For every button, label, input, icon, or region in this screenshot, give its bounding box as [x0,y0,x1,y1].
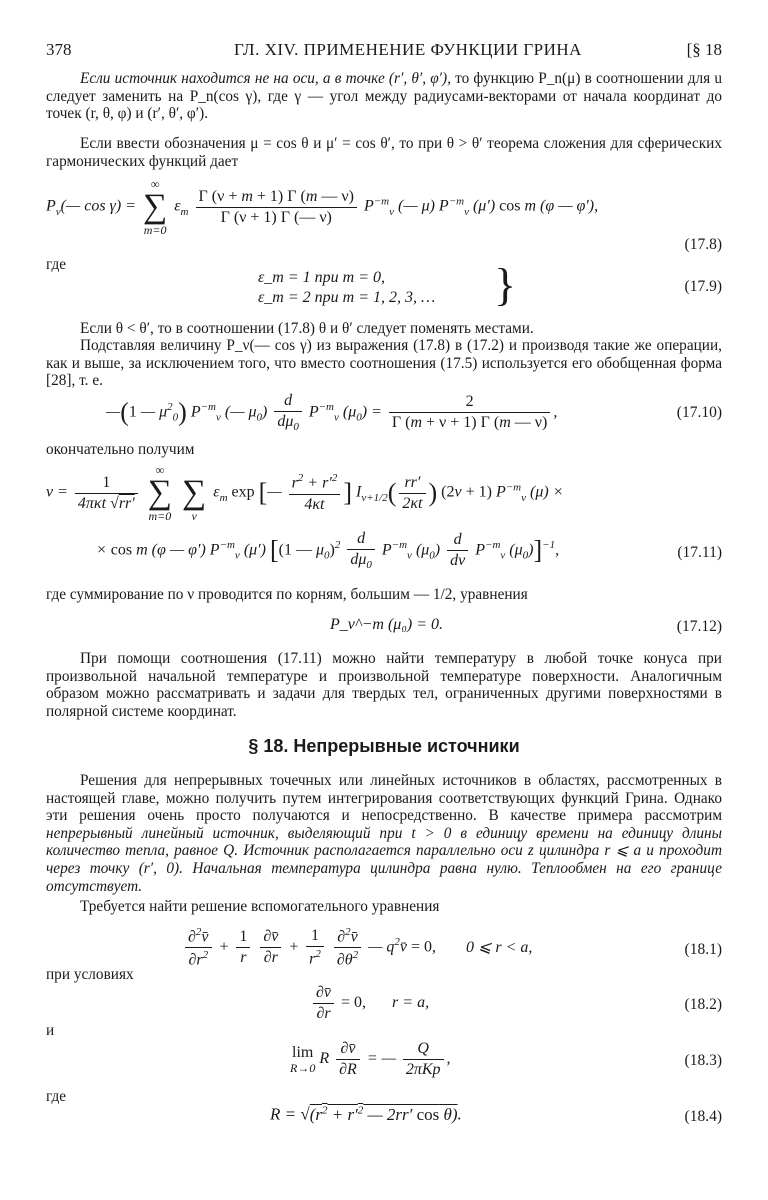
equation-condition: 0 ⩽ r < a, [466,938,533,956]
equation-number: (18.2) [684,996,722,1013]
equation-number: (18.3) [684,1052,722,1069]
paragraph-swap: Если θ < θ′, то в соотношении (17.8) θ и θ′ следует поменять местами. [80,320,534,337]
paragraph-summation: где суммирование по ν проводится по корням, большим — 1/2, уравнения [46,586,528,603]
equation-18-4: $R = √(r^2 + r'^2$ — 2rr′ cos θ). [270,1104,462,1124]
equation-17-12: P_ν^−m (μ₀) = 0. [330,616,444,633]
section-marker: [§ 18 [686,40,722,59]
paragraph-substitution: Подставляя величину P_ν(— cos γ) из выражения (17.8) в (17.2) и производя такие же операции, как и выше, за исключением того, что вместо соотношения (17.5) используется его обобщенная форма [28], т. е. [46,337,722,390]
paragraph-text: то функцию P_n(μ) в соотношении для u следует заменить на P_n(cos γ), где γ — угол между радиусами-векторами от начала координат до точек (r, θ, φ) и (r′, θ′, φ′). [46,70,722,123]
paragraph-auxiliary: Требуется найти решение вспомогательного уравнения [80,898,440,915]
word-and: и [46,1022,55,1039]
equation-number: (17.8) [684,236,722,253]
word-where: где [46,256,67,273]
equation-17-10: —(1 — $\mu^2_0$) $P^{-m}_\nu$ (— $\mu_0$) $\frac{d}{d\mu_0}$ $P^{-m}_\nu$ $(\mu_0)$ = $\frac{2}{\Gamma (m + \nu + 1) \Gamma (m — \nu)}$ , [106,392,558,434]
page-number: 378 [46,40,72,59]
equation-18-2: $\frac{\partial v̄}{\partial r}$ = 0, r = a, [310,984,429,1023]
equation-number: (17.9) [684,278,722,295]
running-title: ГЛ. XIV. ПРИМЕНЕНИЕ ФУНКЦИИ ГРИНА [234,40,582,59]
paragraph-notation: Если ввести обозначения μ = cos θ и μ′ = cos θ′, то при θ > θ′ теорема сложения для сферических гармонических функций дает [46,135,722,170]
phrase-under-conditions: при условиях [46,966,134,983]
equation-17-11-line2: × cos m (φ — φ′) $P^{-m}_\nu$ (μ′) [(1 — $\mu_0)^2$ $\frac{d}{d\mu_0}$ $P^{-m}_\nu$ $(\mu_0)$ $\frac{d}{d\nu}$ $P^{-m}_\nu$ $(\mu_0)]^{-1}$, [96,530,560,572]
equation-18-1: $\frac{\partial^2v̄}{\partial r^2}$ + $\frac{1}{r}$ $\frac{\partial v̄}{\partial r}$ + $\frac{1}{r^2}$ $\frac{\partial^2v̄}{\partial\theta^2}$ — $q^2v̄ = 0$, 0 ⩽ r < a, [182,926,532,970]
section-heading: § 18. Непрерывные источники [248,736,520,756]
running-header [46,40,722,64]
right-brace-icon: } [494,259,517,310]
equation-line: ε_m = 1 при m = 0, [258,269,386,286]
paragraph-finally: окончательно получим [46,441,195,458]
italic-phrase: Если источник находится не на оси, а в точке (r′, θ′, φ′), [80,70,451,87]
italic-phrase: непрерывный линейный источник, выделяющий при t > 0 в единицу времени на единицу длины количество тепла, равное Q. Источник располагается параллельно оси z цилиндра r ⩽ a и проходит через точку (r′, 0). Начальная температура цилиндра равна нулю. Теплообмен на его границе отсутствует. [46,824,722,895]
equation-line: ε_m = 2 при m = 1, 2, 3, … [258,289,436,306]
equation-number: (18.1) [684,941,722,958]
equation-17-11-line1: v = $\frac{1}{\text{4πκt √rr′}}$ ∞ ∑ m=0 ∑ ν $\varepsilon_m$ exp [— $\frac{r^2 + r'^2}{4\kappa t}$ ] $I_{\nu+1/2}$( $\frac{rr'}{2\kappa t}$ ) (2ν + 1) $P^{-m}_\nu$ (μ) × [46,463,564,523]
equation-17-9 [258,268,435,308]
equation-number: (18.4) [684,1108,722,1125]
book-page [46,0,722,1200]
equation-number: (17.10) [676,404,722,421]
equation-18-3: lim R→0 R $\frac{\partial v̄}{\partial R}$ = — $\frac{Q}{\text{2πKp}}$ , [290,1040,451,1078]
paragraph-text: Решения для непрерывных точечных или линейных источников в областях, рассмотренных в настоящей главе, можно получить путем интегрирования соответствующих функций Грина. Однако эти решения очень просто получаются и непосредственно. В качестве примера рассмотрим [46,772,722,825]
paragraph-continuous-sources [46,772,722,895]
paragraph-conclusion: При помощи соотношения (17.11) можно найти температуру в любой точке конуса при произвольной начальной температуре и произвольной температуре поверхности. Аналогичным образом можно рассматривать и задачи для твердых тел, ограниченных другими поверхностями в полярной системе координат. [46,650,722,720]
equation-number: (17.11) [677,544,722,561]
equation-17-8: $P_\nu(—$ cos γ) = ∞ ∑ m=0 $\varepsilon_m$ $\frac{\Gamma (\nu + m + 1) \Gamma (m — \nu)}{\Gamma (\nu + 1) \Gamma (— \nu)}$ $P^{-m}_\nu$ (— μ) $P^{-m}_\nu$ (μ′) cos m (φ — φ′), [46,177,599,237]
paragraph-off-axis-source [46,70,722,123]
word-where: где [46,1088,67,1105]
equation-number: (17.12) [676,618,722,635]
equation-condition: r = a, [392,994,430,1012]
